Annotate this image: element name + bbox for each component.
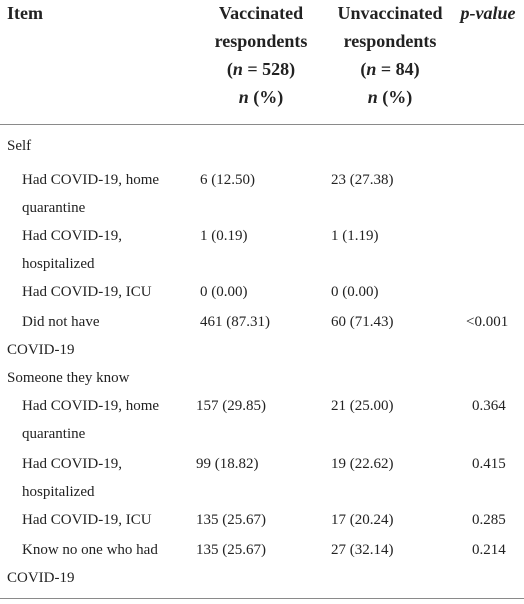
row-unvaccinated-value: 23 (27.38)	[331, 172, 394, 188]
header-pvalue: p-value	[460, 3, 516, 23]
row-vaccinated-value: 135 (25.67)	[196, 512, 266, 528]
row-item-line1: Did not have	[22, 314, 100, 330]
header-rule	[0, 124, 524, 125]
header-item: Item	[7, 3, 43, 23]
row-unvaccinated-value: 17 (20.24)	[331, 512, 394, 528]
row-vaccinated-value: 157 (29.85)	[196, 398, 266, 414]
row-unvaccinated-value: 60 (71.43)	[331, 314, 394, 330]
row-item-line2: COVID-19	[7, 570, 75, 586]
row-pvalue: 0.364	[472, 398, 506, 414]
row-item-line2: hospitalized	[22, 484, 95, 500]
row-item-line1: Had COVID-19, ICU	[22, 512, 152, 528]
bottom-rule	[0, 598, 524, 599]
row-item-line1: Had COVID-19,	[22, 456, 122, 472]
row-vaccinated-value: 0 (0.00)	[200, 284, 248, 300]
header-vaccinated-pct: n (%)	[238, 87, 284, 107]
row-item-line2: quarantine	[22, 200, 86, 216]
row-item-line1: Had COVID-19, ICU	[22, 284, 152, 300]
row-unvaccinated-value: 27 (32.14)	[331, 542, 394, 558]
row-unvaccinated-value: 1 (1.19)	[331, 228, 379, 244]
row-unvaccinated-value: 19 (22.62)	[331, 456, 394, 472]
row-vaccinated-value: 1 (0.19)	[200, 228, 248, 244]
header-unvaccinated-pct: n (%)	[367, 87, 413, 107]
row-pvalue: 0.415	[472, 456, 506, 472]
row-item-line2: hospitalized	[22, 256, 95, 272]
header-vaccinated-n: (n = 528)	[226, 59, 296, 79]
section-title-someone-they-know: Someone they know	[7, 370, 130, 386]
row-item-line1: Had COVID-19, home	[22, 398, 160, 414]
row-item-line2: quarantine	[22, 426, 86, 442]
row-vaccinated-value: 461 (87.31)	[200, 314, 270, 330]
row-pvalue: <0.001	[466, 314, 509, 330]
row-item-line2: COVID-19	[7, 342, 75, 358]
row-unvaccinated-value: 0 (0.00)	[331, 284, 379, 300]
row-vaccinated-value: 99 (18.82)	[196, 456, 259, 472]
header-unvaccinated-n: (n = 84)	[360, 59, 420, 79]
header-unvaccinated-line2: respondents	[343, 31, 437, 51]
header-vaccinated-line2: respondents	[214, 31, 308, 51]
row-item-line1: Had COVID-19, home	[22, 172, 160, 188]
row-item-line1: Had COVID-19,	[22, 228, 122, 244]
header-unvaccinated-line1: Unvaccinated	[337, 3, 443, 23]
row-vaccinated-value: 135 (25.67)	[196, 542, 266, 558]
row-unvaccinated-value: 21 (25.00)	[331, 398, 394, 414]
row-vaccinated-value: 6 (12.50)	[200, 172, 255, 188]
section-title-self: Self	[7, 138, 32, 154]
header-vaccinated-line1: Vaccinated	[218, 3, 304, 23]
row-pvalue: 0.285	[472, 512, 506, 528]
row-item-line1: Know no one who had	[22, 542, 158, 558]
row-pvalue: 0.214	[472, 542, 506, 558]
